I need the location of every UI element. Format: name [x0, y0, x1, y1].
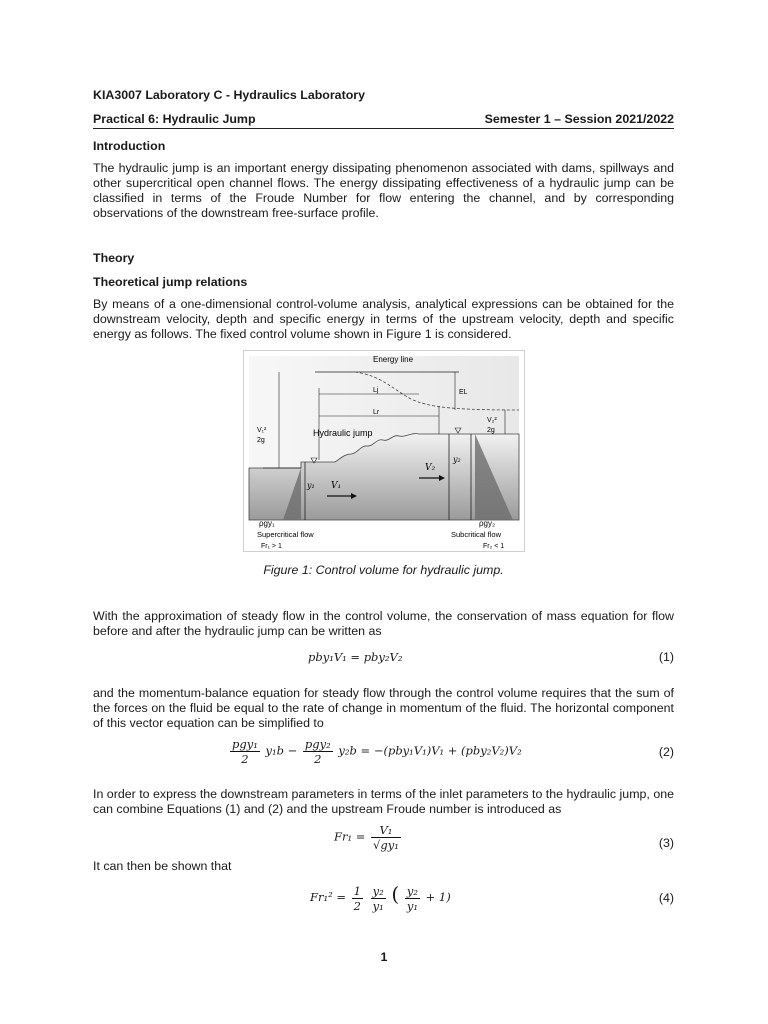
- lj-label: Lj: [373, 387, 379, 394]
- equation-1-number: (1): [658, 650, 674, 664]
- theory-paragraph-5: It can then be shown that: [93, 859, 232, 873]
- supercritical-label: Supercritical flow: [257, 530, 314, 539]
- eq3-fraction: $\frac{\text{V₁}}{\text{√gy₁}}$: [373, 823, 399, 852]
- eq4-ratio-1: $\frac{\text{y₂}}{\text{y₁}}$: [372, 883, 384, 913]
- lr-label: Lr: [373, 409, 380, 416]
- v1sq-label: V₁²: [257, 427, 267, 434]
- figure-caption: Figure 1: Control volume for hydraulic jump.: [263, 563, 504, 577]
- el-label: EL: [459, 389, 468, 396]
- semester-label: Semester 1 – Session 2021/2022: [484, 112, 674, 126]
- v1-label: V₁: [331, 481, 342, 491]
- eq4-ratio-2: $\frac{\text{y₂}}{\text{y₁}}$: [406, 883, 418, 913]
- hydraulic-jump-label: Hydraulic jump: [313, 428, 373, 438]
- energy-line-label: Energy line: [373, 355, 414, 364]
- y1-label: y₁: [307, 481, 315, 490]
- fr2-label: Fr₂ < 1: [483, 543, 505, 550]
- theory-paragraph-4: In order to express the downstream parameters in terms of the inlet parameters to the hydraulic jump, one can combine Equations (1) and (2) and the upstream Froude number is introduced as: [93, 787, 674, 816]
- course-title: KIA3007 Laboratory C - Hydraulics Laboratory: [93, 88, 365, 102]
- hydraulic-jump-figure: [243, 350, 525, 552]
- equation-4: Fr₁² = $\frac{1}{2}$ $\frac{\text{y₂}}{\text{y₁}}$ ( $\frac{\text{y₂}}{\text{y₁}}$ + 1): [310, 882, 451, 913]
- equation-1: pby₁V₁ = pby₂V₂: [308, 650, 403, 664]
- theoretical-jump-relations-heading: Theoretical jump relations: [93, 275, 248, 289]
- theory-paragraph-3: and the momentum-balance equation for steady flow through the control volume requires that the sum of the forces on the fluid be equal to the rate of change in momentum of the fluid. The horizontal component of this vector equation can be simplified to: [93, 686, 674, 730]
- equation-2: $\frac{\text{pgy₁}}{2}$ y₁b − $\frac{\text{pgy₂}}{2}$ y₂b = −(pby₁V₁)V₁ + (pby₂V₂)V₂: [232, 737, 522, 766]
- theory-paragraph-2: With the approximation of steady flow in the control volume, the conservation of mass equation for flow before and after the hydraulic jump can be written as: [93, 609, 674, 638]
- subcritical-label: Subcritical flow: [451, 530, 502, 539]
- v2sq-den-label: 2g: [487, 427, 495, 434]
- page-number: 1: [380, 950, 388, 964]
- v1sq-den-label: 2g: [257, 437, 265, 444]
- equation-3-number: (3): [658, 836, 674, 850]
- introduction-body: The hydraulic jump is an important energy dissipating phenomenon associated with dams, spillways and other supercritical open channel flows. The energy dissipating effectiveness of a hydraulic jump can be classified in terms of the Froude Number for flow entering the channel, and by corresponding observations of the downstream free-surface profile.: [93, 161, 674, 220]
- theory-heading: Theory: [93, 251, 135, 265]
- eq4-half: $\frac{1}{2}$: [353, 883, 361, 913]
- rho-left-label: ρgy₁: [259, 519, 275, 528]
- eq2-fraction-1: $\frac{\text{pgy₁}}{2}$: [232, 737, 258, 766]
- v2-label: V₂: [425, 463, 436, 473]
- practical-header-row: [93, 112, 674, 126]
- introduction-heading: Introduction: [93, 139, 166, 153]
- practical-title: Practical 6: Hydraulic Jump: [93, 112, 256, 126]
- y2-label: y₂: [453, 455, 461, 464]
- rho-right-label: ρgy₂: [479, 519, 496, 528]
- header-divider: [93, 128, 674, 129]
- equation-2-number: (2): [658, 745, 674, 759]
- equation-4-number: (4): [658, 891, 674, 905]
- v2sq-label: V₂²: [487, 417, 497, 424]
- equation-3: Fr₁ = $\frac{\text{V₁}}{\text{√gy₁}}$: [334, 823, 399, 852]
- eq2-fraction-2: $\frac{\text{pgy₂}}{2}$: [304, 737, 331, 766]
- fr1-label: Fr₁ > 1: [261, 543, 282, 550]
- theory-paragraph-1: By means of a one-dimensional control-volume analysis, analytical expressions can be obtained for the downstream velocity, depth and specific energy in terms of the upstream velocity, depth and specific energy as follows. The fixed control volume shown in Figure 1 is considered.: [93, 297, 674, 341]
